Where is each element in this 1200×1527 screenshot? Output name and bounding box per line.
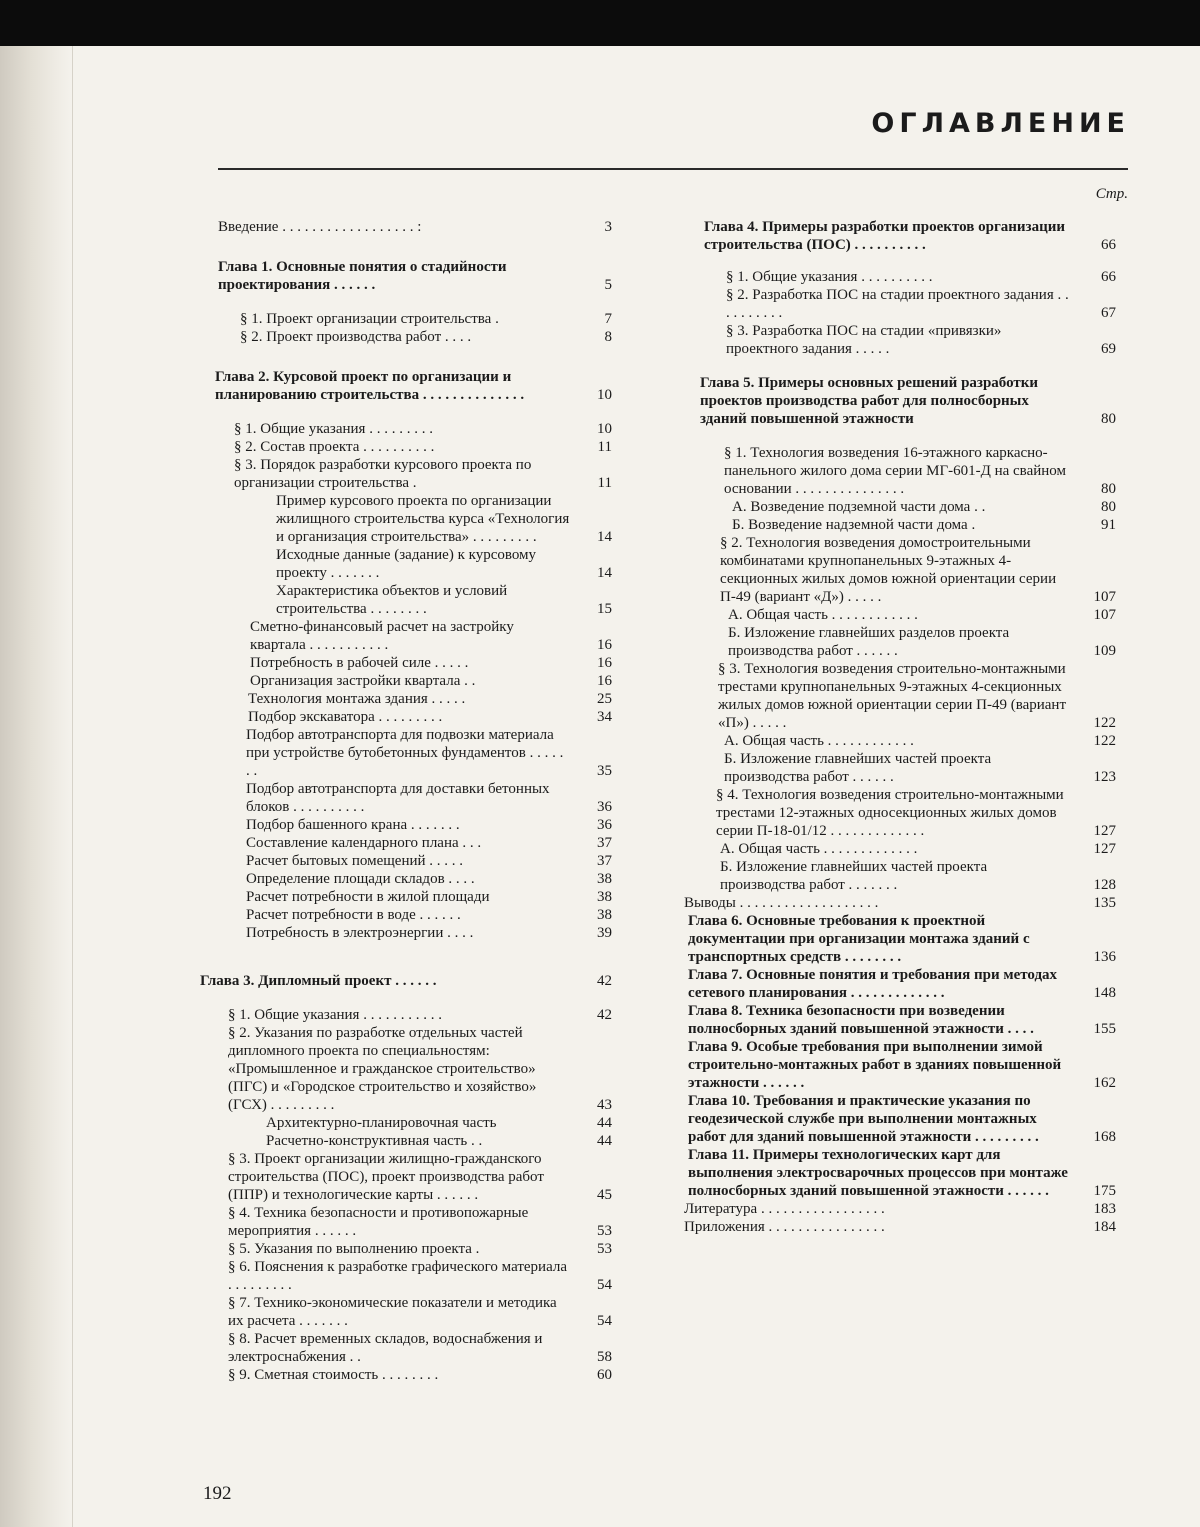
toc-entry-page: 36 [597, 799, 612, 815]
toc-entry [200, 654, 612, 672]
toc-entry-page: 14 [597, 529, 612, 545]
toc-entry-title: Б. Изложение главнейших частей проекта производства работ . . . . . . . [720, 859, 988, 893]
toc-entry [200, 492, 612, 546]
toc-entry [200, 852, 612, 870]
toc-entry-page: 66 [1101, 237, 1116, 253]
toc-entry-title: Глава 11. Примеры технологических карт для выполнения электросварочных процессов при монтаже полносборных зданий повышенной этажности . . . . . . [688, 1147, 1068, 1199]
toc-entry-page: 109 [1093, 643, 1116, 659]
toc-entry-page: 25 [597, 691, 612, 707]
toc-entry-title: § 4. Технология возведения строительно-монтажными трестами 12-этажных односекционных жилых домов серии П-18-01/12 . . . . . . . . . . . . . [716, 787, 1064, 839]
toc-entry-title: Характеристика объектов и условий строительства . . . . . . . . [276, 583, 508, 617]
toc-entry [200, 672, 612, 690]
toc-left-column [200, 218, 612, 1384]
toc-entry-title: § 2. Технология возведения домостроительными комбинатами крупнопанельных 9-этажных 4-секционных жилых домов южной ориентации серии П-49 (вариант «Д») . . . . . [720, 535, 1057, 605]
toc-entry-page: 80 [1101, 499, 1116, 515]
toc-entry [684, 786, 1116, 840]
toc-entry-title: § 2. Состав проекта . . . . . . . . . . [234, 439, 435, 455]
toc-entry-title: § 3. Технология возведения строительно-монтажными трестами крупнопанельных 9-этажных 4-секционных жилых домов южной ориентации серии П-49 (вариант «П») . . . . . [718, 661, 1067, 731]
toc-entry [200, 690, 612, 708]
scan-top-edge [0, 0, 1200, 46]
toc-entry-title: Сметно-финансовый расчет на застройку квартала . . . . . . . . . . . [250, 619, 514, 653]
toc-entry-title: Введение . . . . . . . . . . . . . . . . . . : [218, 219, 422, 235]
toc-entry [684, 1038, 1116, 1092]
toc-entry-title: § 1. Проект организации строительства . [240, 311, 499, 327]
toc-entry [684, 286, 1116, 322]
toc-entry-title: Глава 9. Особые требования при выполнении зимой строительно-монтажных работ в зданиях повышенной этажности . . . . . . [688, 1039, 1062, 1091]
toc-entry-title: А. Общая часть . . . . . . . . . . . . . [720, 841, 918, 857]
toc-entry [200, 780, 612, 816]
toc-entry [684, 322, 1116, 358]
toc-entry-page: 183 [1093, 1201, 1116, 1217]
toc-entry [200, 1294, 612, 1330]
toc-entry-title: § 2. Разработка ПОС на стадии проектного задания . . . . . . . . . . [726, 287, 1069, 321]
toc-entry-page: 54 [597, 1313, 612, 1329]
toc-entry-page: 44 [597, 1115, 612, 1131]
page-number: 192 [203, 1483, 232, 1504]
toc-entry-title: § 4. Техника безопасности и противопожарные мероприятия . . . . . . [228, 1205, 529, 1239]
toc-entry-page: 107 [1093, 589, 1116, 605]
toc-entry-page: 80 [1101, 411, 1116, 427]
toc-entry [200, 888, 612, 906]
toc-entry-title: Исходные данные (задание) к курсовому проекту . . . . . . . [276, 547, 537, 581]
toc-entry-page: 38 [597, 871, 612, 887]
toc-entry [200, 1132, 612, 1150]
toc-entry [684, 1146, 1116, 1200]
toc-entry-page: 38 [597, 889, 612, 905]
toc-entry [200, 328, 612, 346]
toc-entry-title: Глава 1. Основные понятия о стадийности проектирования . . . . . . [218, 259, 507, 293]
toc-entry-title: Глава 6. Основные требования к проектной документации при организации монтажа зданий с транспортных средств . . . . . . . . [688, 913, 1030, 965]
toc-entry [684, 444, 1116, 498]
toc-entry [200, 368, 612, 404]
toc-entry-title: Глава 2. Курсовой проект по организации и планированию строительства . . . . . . . . . . . . . . [215, 369, 525, 403]
toc-entry-title: Подбор автотранспорта для доставки бетонных блоков . . . . . . . . . . [246, 781, 550, 815]
toc-entry-title: Технология монтажа здания . . . . . [248, 691, 466, 707]
toc-entry-title: Подбор автотранспорта для подвозки материала при устройстве бутобетонных фундаментов . . . . . . . [246, 727, 564, 779]
toc-entry-page: 16 [597, 673, 612, 689]
toc-entry [684, 750, 1116, 786]
toc-entry [684, 1200, 1116, 1218]
toc-entry [200, 258, 612, 294]
toc-entry-page: 10 [597, 421, 612, 437]
toc-entry-title: Расчет потребности в воде . . . . . . [246, 907, 461, 923]
toc-entry-page: 15 [597, 601, 612, 617]
toc-right-column [684, 218, 1116, 1236]
toc-entry-title: § 1. Общие указания . . . . . . . . . [234, 421, 433, 437]
toc-entry [200, 438, 612, 456]
toc-entry-title: § 1. Общие указания . . . . . . . . . . [726, 269, 933, 285]
toc-entry-title: Глава 7. Основные понятия и требования при методах сетевого планирования . . . . . . . . . . . . . [688, 967, 1058, 1001]
title-rule [218, 168, 1128, 170]
toc-entry-page: 155 [1093, 1021, 1116, 1037]
toc-entry [200, 870, 612, 888]
toc-entry [684, 1092, 1116, 1146]
toc-entry-title: § 3. Проект организации жилищно-гражданского строительства (ПОС), проект производства работ (ППР) и технологические карты . . . . . . [228, 1151, 544, 1203]
toc-entry-page: 60 [597, 1367, 612, 1383]
toc-entry-page: 148 [1093, 985, 1116, 1001]
toc-entry-title: Глава 10. Требования и практические указания по геодезической службе при выполнении монтажных работ для зданий повышенной этажности . . . . . . . . . [688, 1093, 1039, 1145]
toc-entry [200, 582, 612, 618]
toc-entry-page: 53 [597, 1223, 612, 1239]
toc-entry-title: Потребность в электроэнергии . . . . [246, 925, 474, 941]
toc-entry-page: 54 [597, 1277, 612, 1293]
toc-entry-page: 42 [597, 973, 612, 989]
toc-entry-page: 5 [604, 277, 612, 293]
toc-entry-page: 162 [1093, 1075, 1116, 1091]
toc-entry [200, 816, 612, 834]
toc-entry-title: Б. Изложение главнейших разделов проекта производства работ . . . . . . [728, 625, 1010, 659]
toc-entry-title: § 6. Пояснения к разработке графического материала . . . . . . . . . [228, 1259, 568, 1293]
toc-entry-page: 127 [1093, 841, 1116, 857]
toc-entry-page: 16 [597, 637, 612, 653]
toc-entry [200, 924, 612, 942]
toc-entry-page: 43 [597, 1097, 612, 1113]
toc-entry [684, 858, 1116, 894]
toc-entry [200, 1114, 612, 1132]
toc-entry-title: Б. Изложение главнейших частей проекта производства работ . . . . . . [724, 751, 992, 785]
toc-entry-page: 80 [1101, 481, 1116, 497]
toc-entry-title: Подбор башенного крана . . . . . . . [246, 817, 460, 833]
toc-entry-title: § 1. Технология возведения 16-этажного каркасно-панельного жилого дома серии МГ-601-Д на свайном основании . . . . . . . . . . . . . . . [724, 445, 1066, 497]
toc-entry-page: 39 [597, 925, 612, 941]
toc-entry-page: 37 [597, 853, 612, 869]
toc-entry-page: 135 [1093, 895, 1116, 911]
toc-entry-title: Литература . . . . . . . . . . . . . . . . . [684, 1201, 885, 1217]
toc-entry-title: Расчет бытовых помещений . . . . . [246, 853, 464, 869]
toc-entry [200, 972, 612, 990]
toc-entry [200, 1006, 612, 1024]
toc-entry-page: 36 [597, 817, 612, 833]
toc-entry-page: 38 [597, 907, 612, 923]
toc-entry-title: Составление календарного плана . . . [246, 835, 482, 851]
toc-entry [684, 606, 1116, 624]
toc-entry [200, 310, 612, 328]
toc-entry [200, 1258, 612, 1294]
toc-entry-title: Б. Возведение надземной части дома . [732, 517, 976, 533]
toc-entry-title: § 3. Разработка ПОС на стадии «привязки» проектного задания . . . . . [726, 323, 1002, 357]
toc-entry [200, 1240, 612, 1258]
toc-entry [200, 1150, 612, 1204]
toc-entry-page: 168 [1093, 1129, 1116, 1145]
toc-entry [684, 660, 1116, 732]
toc-entry-page: 8 [604, 329, 612, 345]
toc-entry-page: 66 [1101, 269, 1116, 285]
toc-entry-page: 11 [597, 439, 612, 455]
toc-entry-title: Расчет потребности в жилой площади [246, 889, 490, 905]
toc-entry [684, 498, 1116, 516]
toc-entry-page: 128 [1093, 877, 1116, 893]
toc-entry-page: 53 [597, 1241, 612, 1257]
toc-entry-page: 42 [597, 1007, 612, 1023]
toc-entry-title: § 7. Технико-экономические показатели и методика их расчета . . . . . . . [228, 1295, 557, 1329]
toc-entry-page: 127 [1093, 823, 1116, 839]
toc-entry [684, 534, 1116, 606]
toc-entry-page: 67 [1101, 305, 1116, 321]
toc-entry [684, 374, 1116, 428]
toc-entry-page: 3 [604, 219, 612, 235]
toc-entry-page: 184 [1093, 1219, 1116, 1235]
toc-entry [684, 912, 1116, 966]
toc-entry [200, 1204, 612, 1240]
toc-entry [684, 218, 1116, 254]
toc-entry-page: 69 [1101, 341, 1116, 357]
toc-entry-page: 107 [1093, 607, 1116, 623]
toc-entry-page: 175 [1093, 1183, 1116, 1199]
toc-entry [200, 456, 612, 492]
toc-entry-page: 11 [597, 475, 612, 491]
toc-entry-title: § 2. Указания по разработке отдельных частей дипломного проекта по специальностям: «Промышленное и гражданское строительство» (ПГС) и «Городское строительство и хозяйство» (ГСХ) . . . . . . . . . [228, 1025, 537, 1113]
toc-entry [200, 726, 612, 780]
toc-entry [200, 708, 612, 726]
toc-entry-page: 44 [597, 1133, 612, 1149]
toc-entry-title: Глава 5. Примеры основных решений разработки проектов производства работ для полносборных зданий повышенной этажности [700, 375, 1039, 427]
toc-entry [200, 546, 612, 582]
toc-entry [200, 834, 612, 852]
toc-entry-page: 123 [1093, 769, 1116, 785]
toc-entry-page: 122 [1093, 715, 1116, 731]
toc-entry [684, 624, 1116, 660]
toc-entry-title: Пример курсового проекта по организации жилищного строительства курса «Технология и организация строительства» . . . . . . . . . [276, 493, 570, 545]
toc-entry-title: Архитектурно-планировочная часть [266, 1115, 497, 1131]
toc-entry [200, 218, 612, 236]
toc-entry-title: Приложения . . . . . . . . . . . . . . . . [684, 1219, 885, 1235]
toc-entry-page: 14 [597, 565, 612, 581]
toc-entry [200, 618, 612, 654]
toc-entry [200, 420, 612, 438]
toc-entry-page: 45 [597, 1187, 612, 1203]
toc-entry-title: Выводы . . . . . . . . . . . . . . . . . . . [684, 895, 879, 911]
toc-entry [684, 840, 1116, 858]
toc-entry-title: § 3. Порядок разработки курсового проекта по организации строительства . [234, 457, 532, 491]
toc-entry-title: Определение площади складов . . . . [246, 871, 475, 887]
toc-entry-page: 37 [597, 835, 612, 851]
page-title: ОГЛАВЛЕНИЕ [871, 108, 1130, 139]
toc-entry [200, 1366, 612, 1384]
toc-entry [200, 1330, 612, 1366]
toc-entry [684, 1002, 1116, 1038]
toc-entry-title: § 9. Сметная стоимость . . . . . . . . [228, 1367, 439, 1383]
toc-entry-page: 16 [597, 655, 612, 671]
toc-entry-title: Расчетно-конструктивная часть . . [266, 1133, 483, 1149]
toc-entry-title: Подбор экскаватора . . . . . . . . . [248, 709, 443, 725]
toc-entry [684, 966, 1116, 1002]
toc-entry [684, 894, 1116, 912]
toc-entry-page: 91 [1101, 517, 1116, 533]
toc-entry [684, 1218, 1116, 1236]
toc-entry-title: § 1. Общие указания . . . . . . . . . . . [228, 1007, 442, 1023]
scan-left-edge [0, 46, 73, 1527]
toc-entry [200, 1024, 612, 1114]
toc-entry-page: 136 [1093, 949, 1116, 965]
toc-entry-title: § 8. Расчет временных складов, водоснабжения и электроснабжения . . [228, 1331, 543, 1365]
toc-entry-page: 122 [1093, 733, 1116, 749]
toc-entry [684, 268, 1116, 286]
toc-entry-title: Глава 3. Дипломный проект . . . . . . [200, 973, 437, 989]
toc-entry-page: 34 [597, 709, 612, 725]
page-column-label: Стр. [1095, 186, 1128, 202]
toc-entry-page: 35 [597, 763, 612, 779]
toc-entry-page: 10 [597, 387, 612, 403]
toc-entry-title: Организация застройки квартала . . [250, 673, 476, 689]
toc-entry-title: § 5. Указания по выполнению проекта . [228, 1241, 480, 1257]
toc-entry [684, 516, 1116, 534]
toc-entry-title: Глава 8. Техника безопасности при возведении полносборных зданий повышенной этажности . . . . [688, 1003, 1034, 1037]
toc-entry-title: А. Общая часть . . . . . . . . . . . . [728, 607, 918, 623]
toc-entry [684, 732, 1116, 750]
toc-entry-page: 7 [604, 311, 612, 327]
toc-entry-title: А. Возведение подземной части дома . . [732, 499, 986, 515]
toc-entry [200, 906, 612, 924]
toc-entry-title: А. Общая часть . . . . . . . . . . . . [724, 733, 914, 749]
toc-entry-title: Глава 4. Примеры разработки проектов организации строительства (ПОС) . . . . . . . . . . [704, 219, 1065, 253]
toc-entry-title: Потребность в рабочей силе . . . . . [250, 655, 469, 671]
toc-entry-page: 58 [597, 1349, 612, 1365]
toc-entry-title: § 2. Проект производства работ . . . . [240, 329, 472, 345]
